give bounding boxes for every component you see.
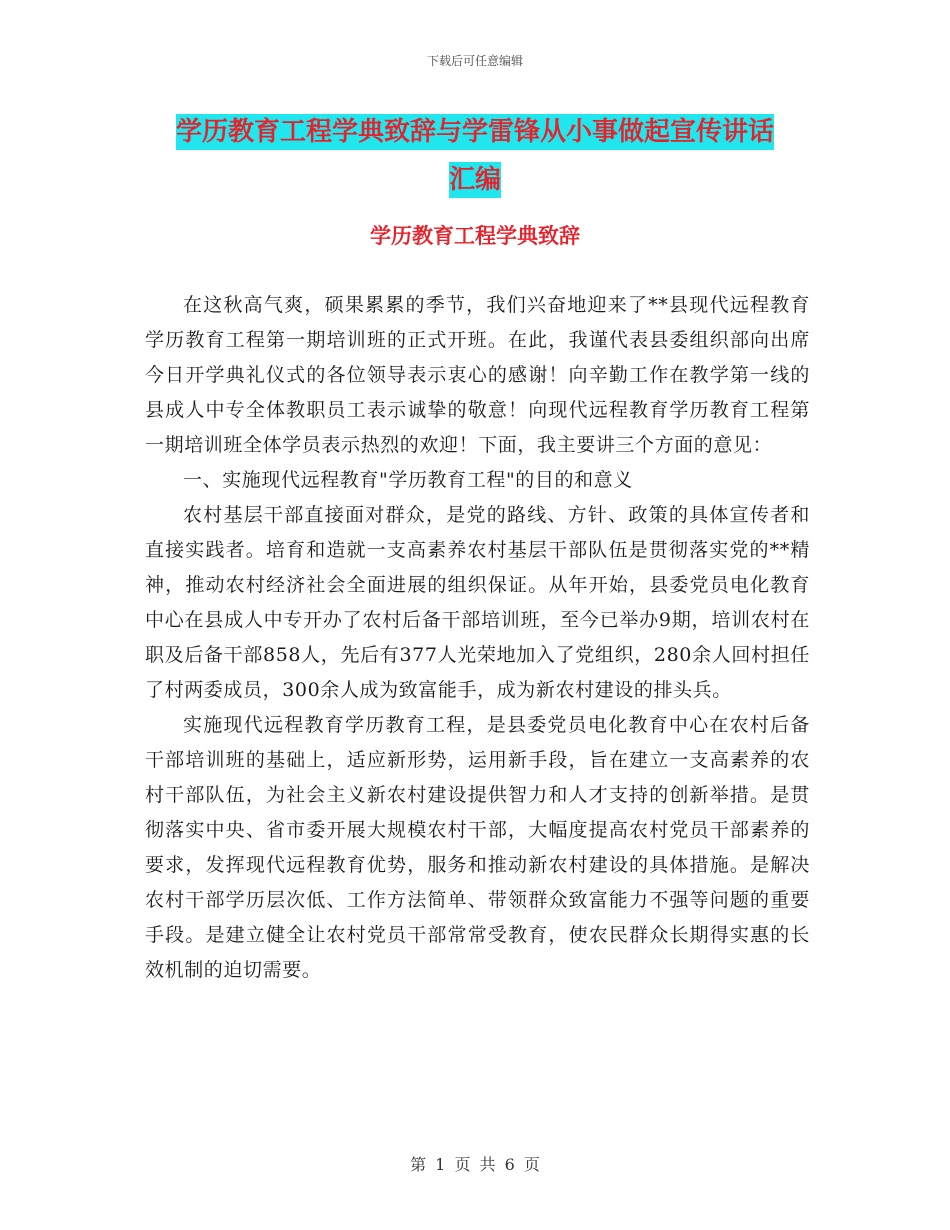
body-text bbox=[145, 288, 810, 988]
header-note: 下载后可任意编辑 bbox=[426, 54, 523, 68]
page-footer: 第 1 页 共 6 页 bbox=[410, 1155, 540, 1174]
paragraph-intro: 在这秋高气爽，硕果累累的季节，我们兴奋地迎来了**县现代远程教育学历教育工程第一期培训班的正式开班。在此，我谨代表县委组织部向出席今日开学典礼仪式的各位领导表示衷心的感谢！向辛勤工作在教学第一线的县成人中专全体教职员工表示诚挚的敬意！向现代远程教育学历教育工程第一期培训班全体学员表示热烈的欢迎！下面，我主要讲三个方面的意见： bbox=[145, 294, 810, 456]
paragraph-heading-1: 一、实施现代远程教育"学历教育工程"的目的和意义 bbox=[183, 469, 633, 491]
document-title bbox=[150, 108, 800, 204]
paragraph-rural-cadres: 农村基层干部直接面对群众，是党的路线、方针、政策的具体宣传者和直接实践者。培育和造就一支高素养农村基层干部队伍是贯彻落实党的**精神，推动农村经济社会全面进展的组织保证。从年开始，县委党员电化教育中心在县成人中专开办了农村后备干部培训班，至今已举办9期，培训农村在职及后备干部858人，先后有377人光荣地加入了党组织，280余人回村担任了村两委成员，300余人成为致富能手，成为新农村建设的排头兵。 bbox=[145, 504, 810, 701]
document-title-line-2: 汇编 bbox=[449, 162, 501, 198]
section-title: 学历教育工程学典致辞 bbox=[370, 224, 580, 248]
paragraph-distance-education: 实施现代远程教育学历教育工程，是县委党员电化教育中心在农村后备干部培训班的基础上，适应新形势，运用新手段，旨在建立一支高素养的农村干部队伍，为社会主义新农村建设提供智力和人才支持的创新举措。是贯彻落实中央、省市委开展大规模农村干部，大幅度提高农村党员干部素养的要求，发挥现代远程教育优势，服务和推动新农村建设的具体措施。是解决农村干部学历层次低、工作方法简单、带领群众致富能力不强等问题的重要手段。是建立健全让农村党员干部常常受教育，使农民群众长期得实惠的长效机制的迫切需要。 bbox=[145, 714, 810, 981]
document-title-line-1: 学历教育工程学典致辞与学雷锋从小事做起宣传讲话 bbox=[176, 114, 774, 150]
